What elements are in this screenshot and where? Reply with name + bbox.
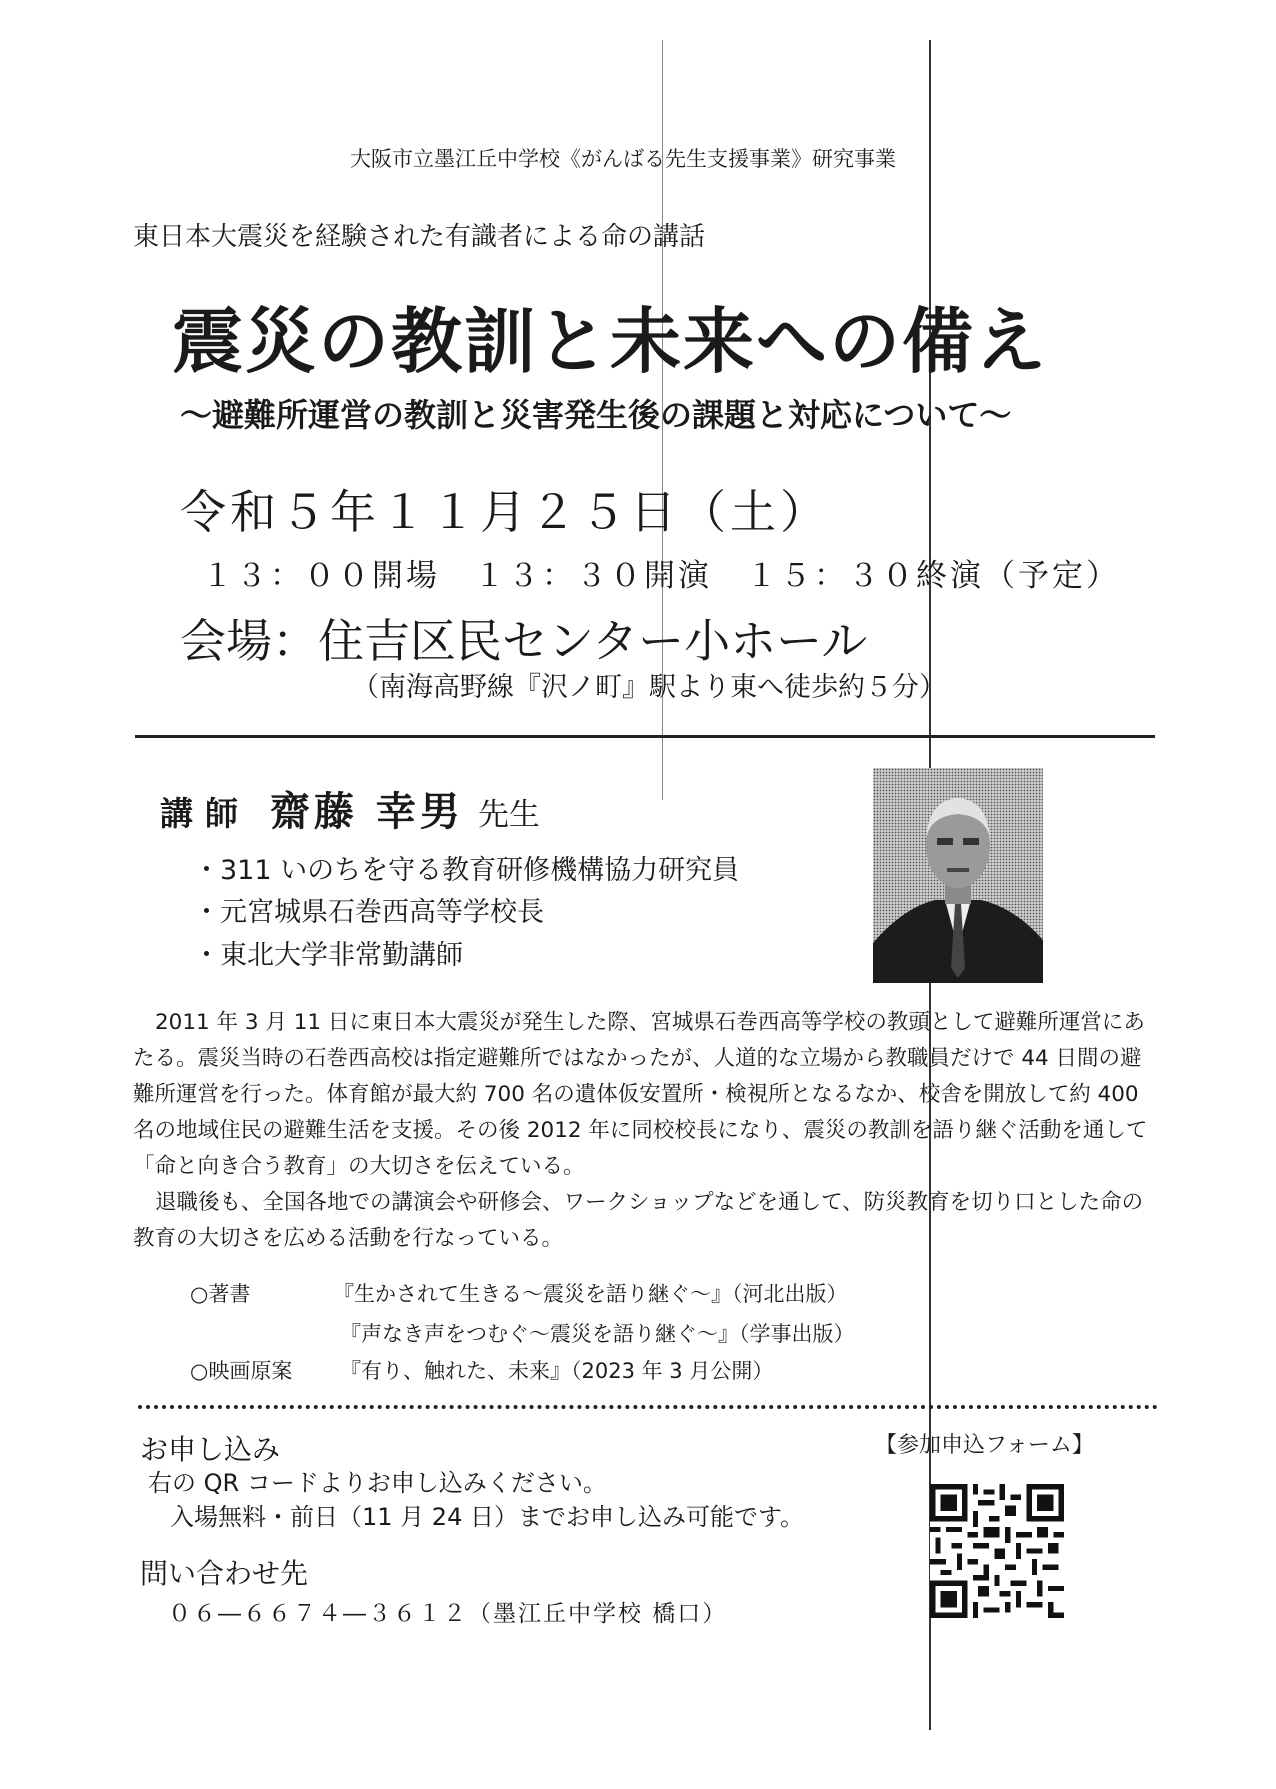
speaker-credential: ・311 いのちを守る教育研修機構協力研究員 [193,855,740,886]
speaker-role-label: 講師 [160,794,250,833]
speaker-credential: ・東北大学非常勤講師 [193,940,463,971]
application-form-label: 【参加申込フォーム】 [875,1433,1094,1458]
contact-heading: 問い合わせ先 [140,1557,309,1590]
lecture-type: 東日本大震災を経験された有識者による命の講話 [133,222,706,252]
book-title: 『声なき声をつむぐ～震災を語り継ぐ～』（学事出版） [340,1322,855,1346]
speaker-honorific: 先生 [477,797,540,833]
page-subtitle: ～避難所運営の教訓と災害発生後の課題と対応について～ [180,396,1012,434]
film-title: 『有り、触れた、未来』（2023 年 3 月公開） [340,1359,774,1383]
qr-code-graphic [930,1484,1064,1618]
sponsor-line: 大阪市立墨江丘中学校《がんばる先生支援事業》研究事業 [350,147,896,171]
event-date: 令和５年１１月２５日（土） [180,485,830,539]
contact-phone[interactable]: ０６―６６７４―３６１２（墨江丘中学校 橋口） [168,1601,728,1627]
event-times: １３：００開場 １３：３０開演 １５：３０終演（予定） [202,558,1120,594]
speaker-heading [160,780,540,837]
speaker-portrait [873,768,1043,983]
event-venue: 会場：住吉区民センター小ホール [180,614,868,668]
bio-paragraph: 退職後も、全国各地での講演会や研修会、ワークショップなどを通して、防災教育を切り口とした命の教育の大切さを広める活動を行なっている。 [133,1190,1144,1251]
speaker-bio [133,1005,1153,1257]
portrait-image [873,768,1043,983]
application-heading: お申し込み [140,1433,281,1466]
application-instruction: 入場無料・前日（11 月 24 日）までお申し込み可能です。 [170,1503,805,1531]
qr-code-icon[interactable] [930,1484,1064,1618]
section-divider [135,735,1155,738]
book-title: 『生かされて生きる～震災を語り継ぐ～』（河北出版） [333,1282,848,1306]
speaker-name: 齋藤 幸男 [270,789,464,835]
bio-paragraph: 2011 年 3 月 11 日に東日本大震災が発生した際、宮城県石巻西高等学校の教頭として避難所運営にあたる。震災当時の石巻西高校は指定避難所ではなかったが、人道的な立場から教職員だけで 44 日間の避難所運営を行った。体育館が最大約 700 名の遺体仮安置所・検視所となるなか、校舎を開放して約 400 名の地域住民の避難生活を支援。その後 2012 年に同校校長になり、震災の教訓を語り継ぐ活動を通して「命と向き合う教育」の大切さを伝えている。 [133,1010,1148,1179]
film-label: ○映画原案 [190,1359,293,1383]
venue-access: （南海高野線『沢ノ町』駅より東へ徒歩約５分） [352,672,946,703]
page-title: 震災の教訓と未来への備え [172,300,1049,383]
books-label: ○著書 [190,1282,251,1306]
application-instruction: 右の QR コードよりお申し込みください。 [148,1469,607,1497]
speaker-credential: ・元宮城県石巻西高等学校長 [193,897,544,928]
dotted-divider [138,1405,1158,1409]
